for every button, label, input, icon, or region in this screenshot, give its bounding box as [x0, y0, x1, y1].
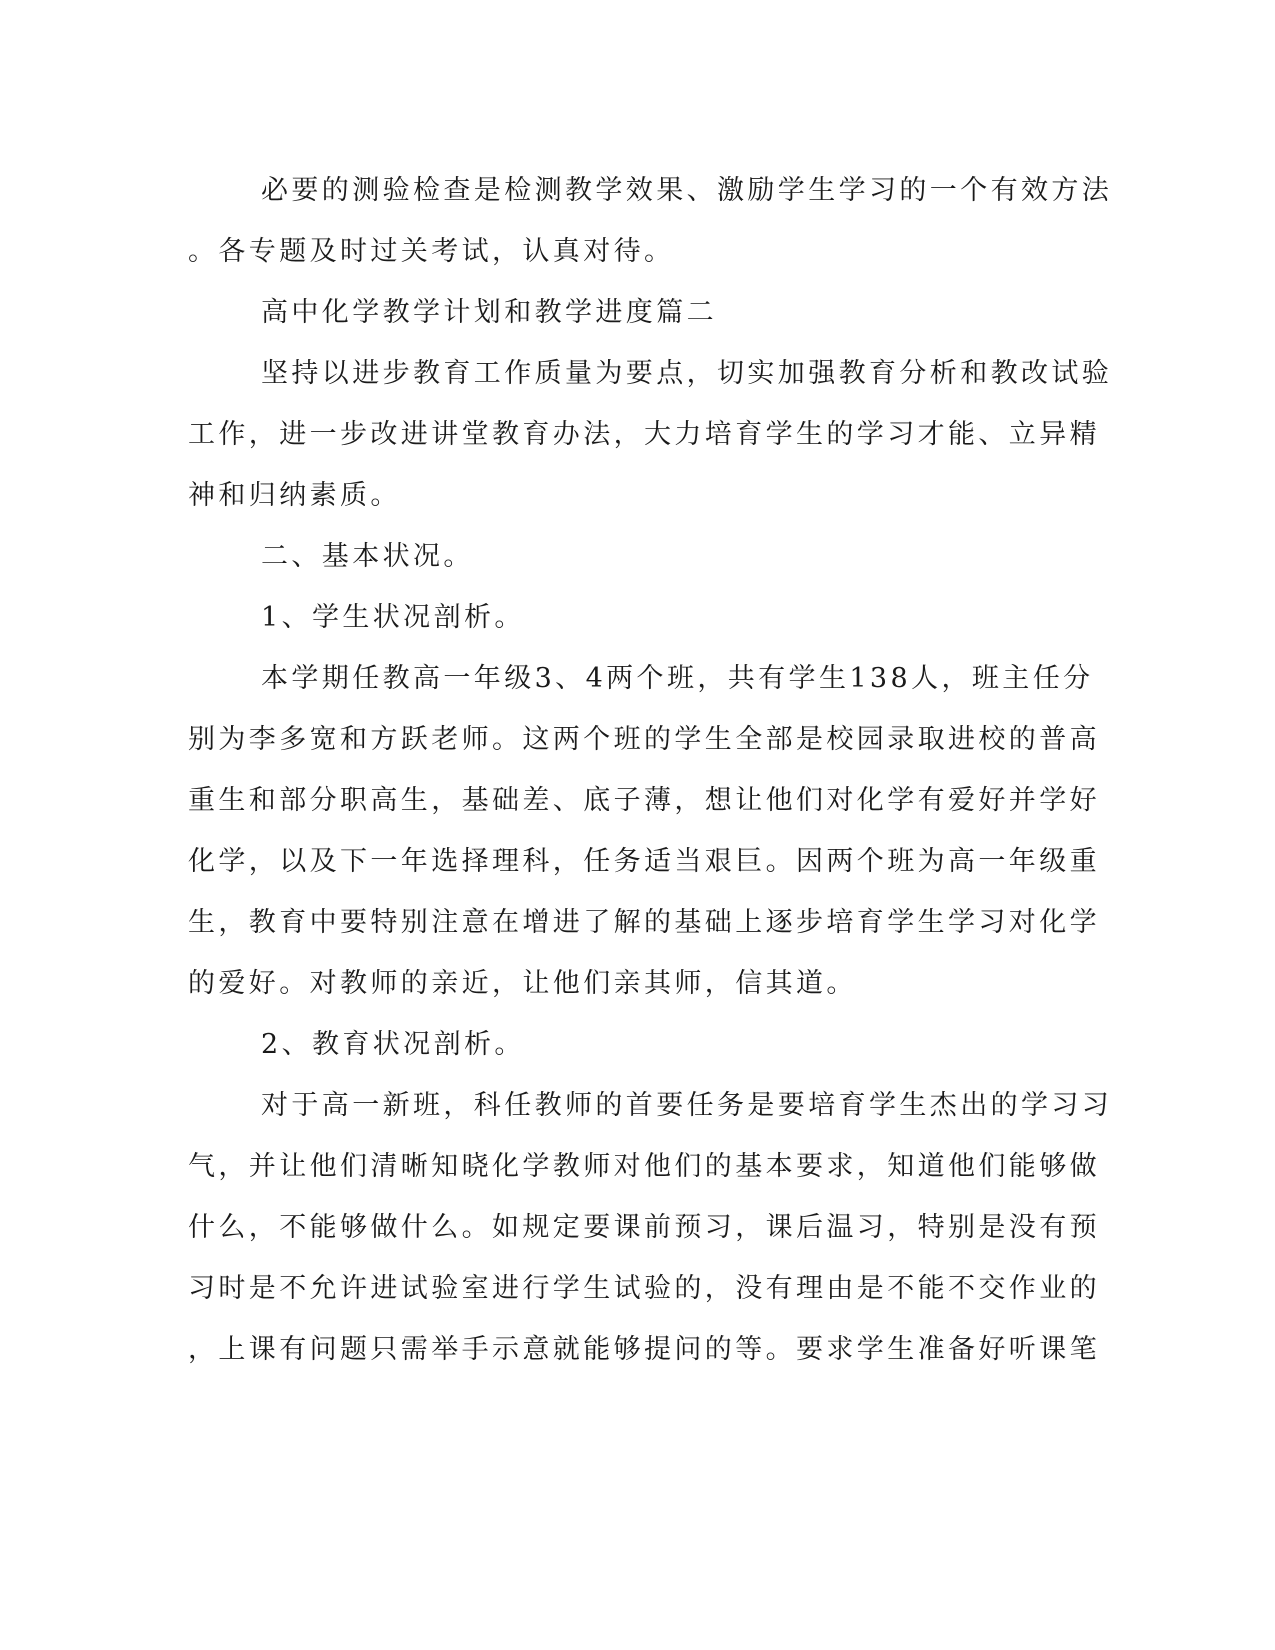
text-line: 习时是不允许进试验室进行学生试验的，没有理由是不能不交作业的 — [188, 1273, 1100, 1304]
text-line: 。各专题及时过关考试，认真对待。 — [188, 236, 675, 267]
document-body — [188, 160, 1113, 1380]
text-line: 1、学生状况剖析。 — [261, 602, 525, 633]
text-line: 气，并让他们清晰知晓化学教师对他们的基本要求，知道他们能够做 — [188, 1151, 1100, 1182]
text-line: 别为李多宽和方跃老师。这两个班的学生全部是校园录取进校的普高 — [188, 724, 1100, 755]
text-line: 化学，以及下一年选择理科，任务适当艰巨。因两个班为高一年级重 — [188, 846, 1100, 877]
text-line: 本学期任教高一年级3、4两个班，共有学生138人，班主任分 — [261, 663, 1094, 694]
text-line: 坚持以进步教育工作质量为要点，切实加强教育分析和教改试验 — [261, 358, 1113, 389]
text-line: 的爱好。对教师的亲近，让他们亲其师，信其道。 — [188, 968, 857, 999]
text-line: 重生和部分职高生，基础差、底子薄，想让他们对化学有爱好并学好 — [188, 785, 1100, 816]
text-line: 工作，进一步改进讲堂教育办法，大力培育学生的学习才能、立异精 — [188, 419, 1100, 450]
text-line: 2、教育状况剖析。 — [261, 1029, 525, 1060]
text-line: 高中化学教学计划和教学进度篇二 — [261, 297, 717, 328]
text-line: 二、基本状况。 — [261, 541, 474, 572]
text-line: 神和归纳素质。 — [188, 480, 401, 511]
text-line: 什么，不能够做什么。如规定要课前预习，课后温习，特别是没有预 — [188, 1212, 1100, 1243]
text-line: 对于高一新班，科任教师的首要任务是要培育学生杰出的学习习 — [261, 1090, 1113, 1121]
text-line: 必要的测验检查是检测教学效果、激励学生学习的一个有效方法 — [261, 175, 1113, 206]
text-line: 生，教育中要特别注意在增进了解的基础上逐步培育学生学习对化学 — [188, 907, 1100, 938]
text-line: ，上课有问题只需举手示意就能够提问的等。要求学生准备好听课笔 — [188, 1334, 1100, 1365]
